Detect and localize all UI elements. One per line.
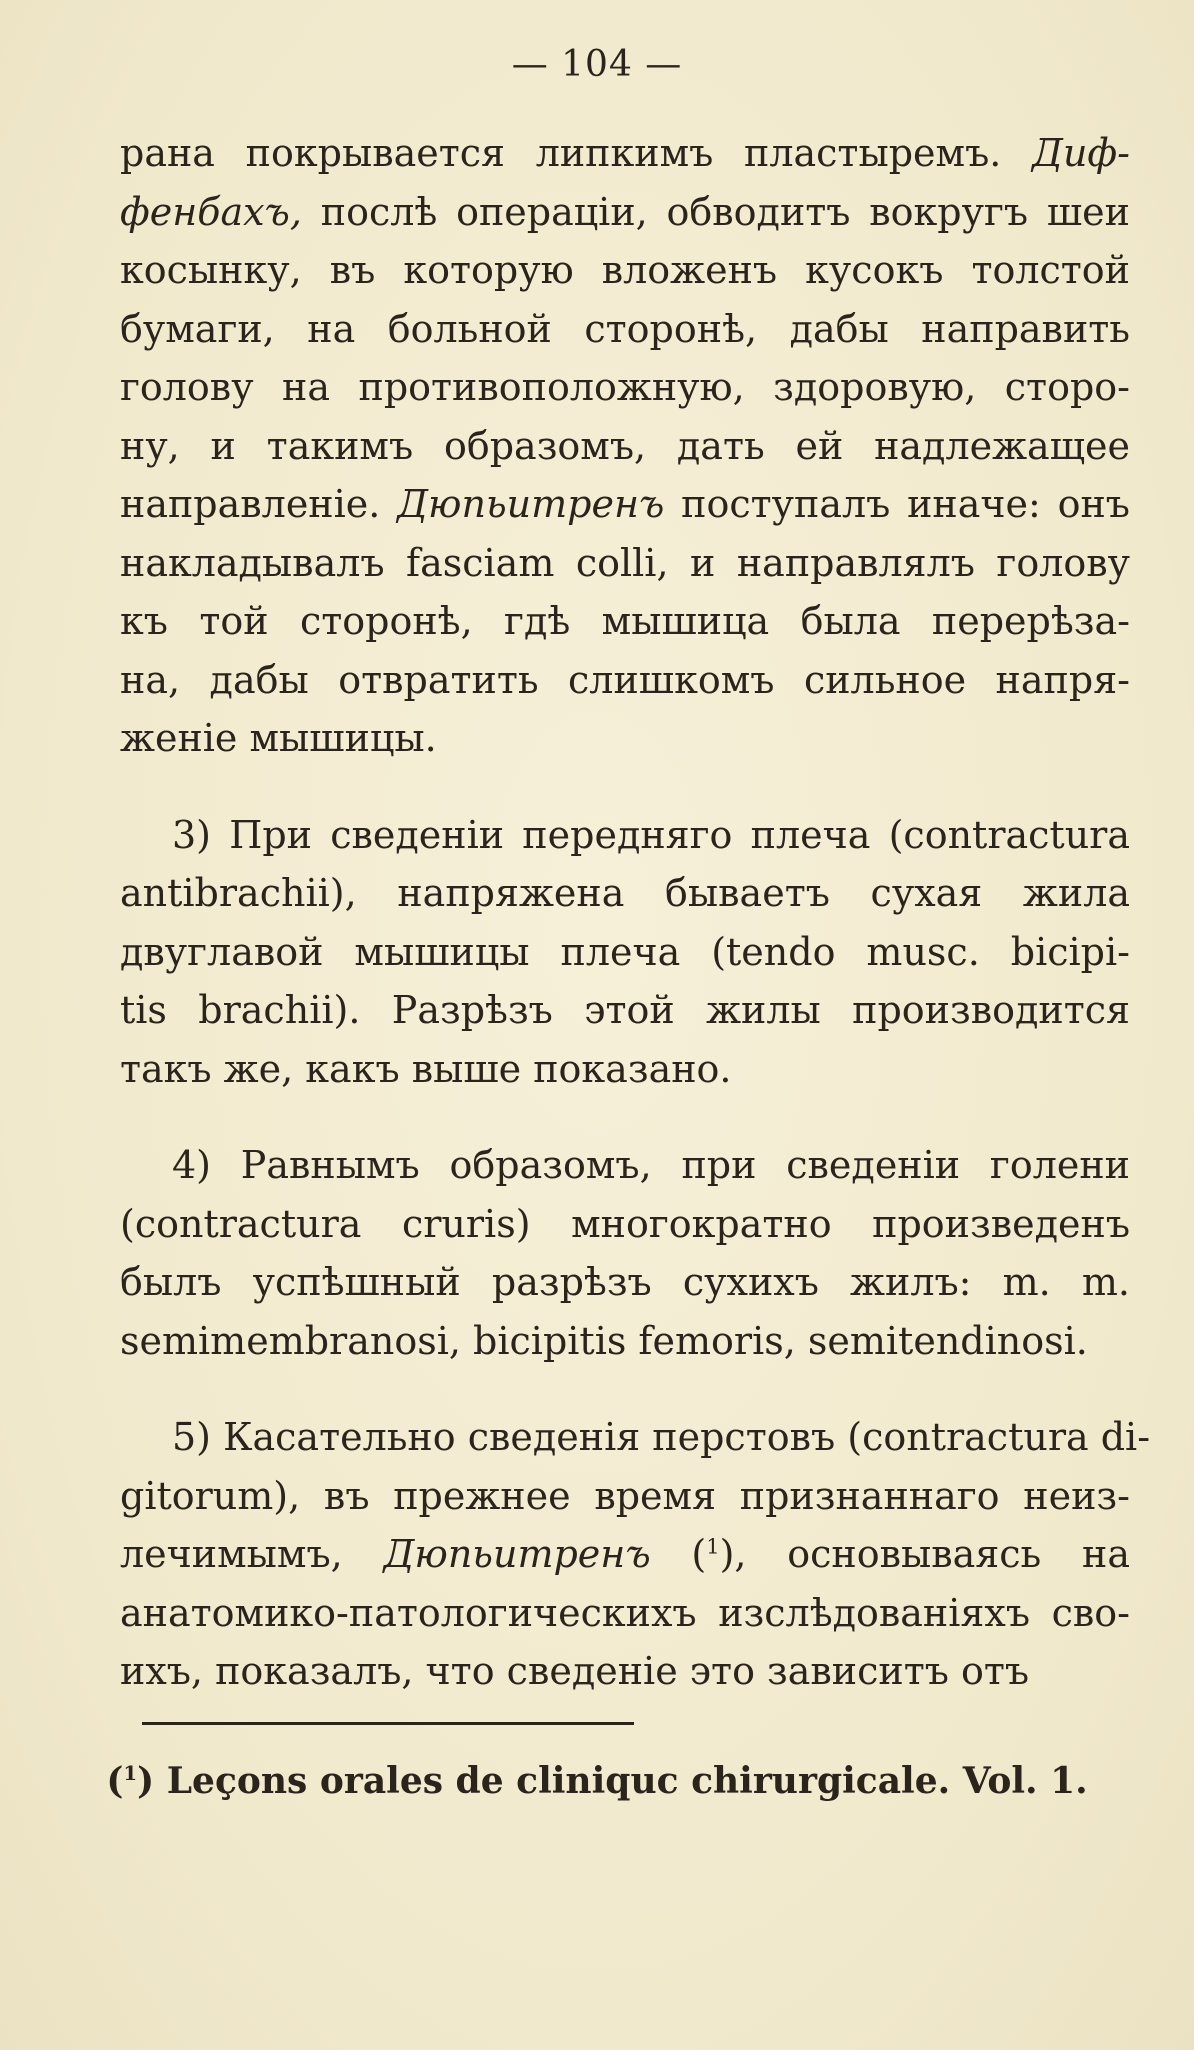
text-segment: рана покрывается липкимъ пластыремъ. <box>120 131 1033 175</box>
page-number: — 104 — <box>511 44 683 85</box>
text-segment: бумаги, на больной сторонѣ, дабы направить <box>120 306 1130 351</box>
text-segment: лечимымъ, <box>120 1532 384 1576</box>
text-segment: такъ же, какъ выше показано. <box>120 1046 732 1091</box>
author-name: Дюпьитренъ <box>383 1532 651 1576</box>
text-segment: косынку, въ которую вложенъ кусокъ толстой <box>120 248 1130 292</box>
text-line <box>120 1040 1130 1099</box>
text-line <box>120 534 1130 593</box>
text-line <box>120 1467 1130 1526</box>
text-segment: женіе мышицы. <box>120 716 437 760</box>
text-line <box>120 1525 1130 1584</box>
text-segment: gitorum), въ прежнее время признаннаго неиз- <box>120 1473 1130 1518</box>
text-line <box>120 358 1130 417</box>
paragraph-gap <box>120 1370 1130 1408</box>
text-line <box>120 300 1130 359</box>
footnote: ($^1$) Leçons orales de cliniquc chirurgicale. Vol. 1. <box>106 1760 1088 1802</box>
text-segment: двуглавой мышицы плеча (tendo musc. bicipi- <box>120 929 1130 974</box>
text-segment: накладывалъ fasciam colli, и направлялъ голову <box>120 540 1130 585</box>
text-segment: направленіе. <box>120 482 398 526</box>
text-segment: 4) Равнымъ образомъ, при сведеніи голени <box>172 1143 1130 1187</box>
text-segment: послѣ операціи, обводитъ вокругъ шеи <box>301 189 1130 234</box>
footnote-marker: 1 <box>123 1761 138 1785</box>
text-line <box>120 475 1130 534</box>
text-line <box>120 806 1130 865</box>
text-line <box>120 241 1130 300</box>
text-line <box>120 1584 1130 1643</box>
paragraph-gap <box>120 768 1130 806</box>
paragraph <box>120 806 1130 1099</box>
text-line <box>120 1312 1130 1371</box>
text-segment: къ той сторонѣ, гдѣ мышица была перерѣза- <box>120 599 1130 643</box>
paragraph <box>120 124 1130 768</box>
text-line <box>120 981 1130 1040</box>
text-line <box>120 124 1130 183</box>
footnote-text: Leçons orales de cliniquc chirurgicale. Vol. 1. <box>166 1760 1088 1802</box>
author-name: фенбахъ, <box>120 189 302 234</box>
text-segment: на, дабы отвратить слишкомъ сильное напря- <box>120 657 1130 702</box>
footnote-reference: 1 <box>706 1534 720 1559</box>
text-line <box>120 923 1130 982</box>
body-text <box>120 124 1151 1701</box>
text-segment: голову на противоположную, здоровую, сторо- <box>120 365 1130 409</box>
text-line <box>120 1408 1151 1467</box>
paragraph-gap <box>120 1098 1130 1136</box>
text-line <box>120 592 1130 651</box>
author-name: Дюпьитренъ <box>397 482 665 526</box>
text-segment: ихъ, показалъ, что сведеніе это зависитъ отъ <box>120 1649 1030 1693</box>
text-segment: tis brachii). Разрѣзъ этой жилы производится <box>120 988 1130 1032</box>
footnote-rule <box>142 1722 634 1725</box>
author-name: Диф- <box>1032 131 1130 175</box>
text-segment: былъ успѣшный разрѣзъ сухихъ жилъ: m. m. <box>120 1260 1130 1304</box>
paragraph <box>120 1136 1130 1370</box>
text-line <box>120 1642 1130 1701</box>
text-line <box>120 651 1130 710</box>
text-segment: ( <box>650 1532 707 1576</box>
text-line <box>120 864 1130 923</box>
text-segment: semimembranosi, bicipitis femoris, semitendinosi. <box>120 1318 1088 1363</box>
text-line <box>120 183 1130 242</box>
text-segment: antibrachii), напряжена бываетъ сухая жила <box>120 871 1130 915</box>
paragraph <box>120 1408 1151 1701</box>
text-line <box>120 417 1130 476</box>
text-line <box>120 1195 1130 1254</box>
text-line <box>120 1253 1130 1312</box>
text-line <box>120 1136 1130 1195</box>
text-segment: ), основываясь на <box>719 1532 1130 1576</box>
text-segment: поступалъ иначе: онъ <box>664 482 1130 526</box>
text-line <box>120 709 1130 768</box>
text-segment: 3) При сведеніи передняго плеча (contractura <box>172 812 1130 857</box>
text-segment: анатомико-патологическихъ изслѣдованіяхъ сво- <box>120 1590 1130 1635</box>
text-segment: ну, и такимъ образомъ, дать ей надлежащее <box>120 423 1130 468</box>
text-segment: (contractura cruris) многократно произведенъ <box>120 1201 1130 1246</box>
text-segment: 5) Касательно сведенія перстовъ (contractura di- <box>172 1415 1151 1459</box>
